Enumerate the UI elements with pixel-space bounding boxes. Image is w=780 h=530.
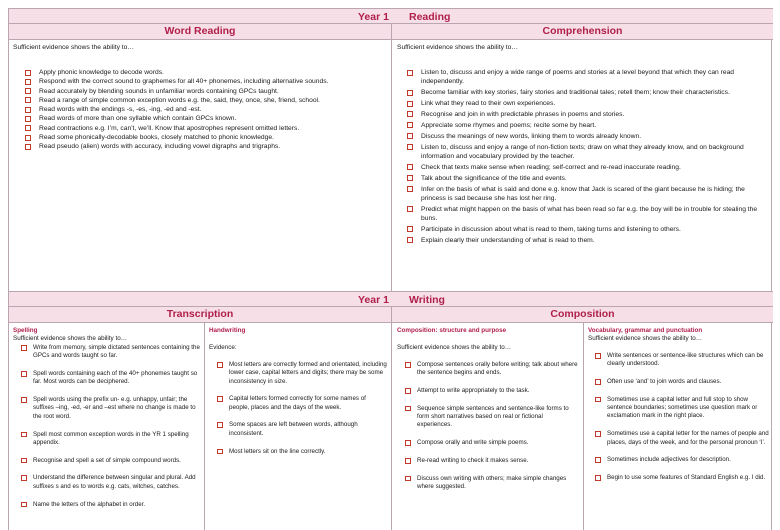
vocabulary-item-text: Write sentences or sentence-like structures which can be clearly understood. [607,352,764,368]
checkbox-icon [407,226,413,232]
spelling-item [19,457,201,465]
checkbox-icon [21,371,27,377]
checkbox-icon [21,345,27,351]
checkbox-icon [407,70,413,76]
word-reading-item [23,77,385,86]
spelling-item-text: Name the letters of the alphabet in order. [33,500,146,508]
word-reading-intro: Sufficient evidence shows the ability to… [13,44,135,51]
word-reading-item-text: Read accurately by blending sounds in unfamiliar words containing GPCs taught. [39,87,279,95]
word-reading-item [23,87,385,96]
comprehension-item [405,121,767,130]
composition-heading: Composition [392,307,773,323]
word-reading-item [23,68,385,77]
checkbox-icon [405,476,411,482]
spelling-item-text: Spell most common exception words in the YR 1 spelling appendix. [33,430,189,446]
handwriting-item [215,361,387,386]
comprehension-item [405,236,767,245]
checkbox-icon [595,397,601,403]
spelling-item-text: Spell words using the prefix un- e.g. unhappy, unfair; the suffixes –ing, -ed, -er and –est where no change is made to the root word. [33,396,196,420]
word-reading-item [23,114,385,123]
checkbox-icon [25,88,31,94]
comprehension-item-text: Link what they read to their own experiences. [421,100,556,108]
handwriting-item-text: Most letters are correctly formed and orientated, including lower case, capital letters and digits; there may be some inconsistency in size. [229,361,387,385]
comprehension-item [405,99,767,108]
spelling-item [19,396,201,421]
checkbox-icon [405,362,411,368]
assessment-grid [8,8,772,530]
vocabulary-item [593,456,771,464]
structure-item [403,361,579,378]
word-reading-item-text: Read some phonically-decodable books, closely matched to phonic knowledge. [39,134,274,142]
checkbox-icon [21,397,27,403]
handwriting-item [215,448,387,456]
vocabulary-item-text: Sometimes include adjectives for description. [607,456,731,464]
handwriting-item-text: Some spaces are left between words, although inconsistent. [229,421,358,437]
checkbox-icon [25,97,31,103]
vocabulary-item [593,396,771,421]
word-reading-item-text: Read words of more than one syllable which contain GPCs known. [39,115,237,123]
vocabulary-intro: Sufficient evidence shows the ability to… [588,335,702,342]
comprehension-item [405,205,767,224]
writing-band [9,291,773,307]
word-reading-item [23,96,385,105]
comprehension-item-text: Discuss the meanings of new words, linking them to words already known. [421,132,642,140]
word-reading-item-text: Read a range of simple common exception words e.g. the, said, they, once, she, friend, school. [39,96,320,104]
handwriting-title: Handwriting [209,327,246,334]
spelling-item [19,344,201,361]
checkbox-icon [21,432,27,438]
vocabulary-title: Vocabulary, grammar and punctuation [588,327,703,334]
checkbox-icon [21,475,27,481]
comprehension-item-text: Appreciate some rhymes and poems; recite some by heart. [421,121,597,129]
handwriting-intro: Evidence: [209,344,237,351]
comprehension-item [405,88,767,97]
checkbox-icon [407,90,413,96]
handwriting-item-text: Most letters sit on the line correctly. [229,447,326,455]
structure-item-text: Re-read writing to check it makes sense. [417,457,529,465]
structure-item-text: Compose sentences orally before writing; talk about where the sentence begins and ends. [417,361,578,377]
comprehension-item-text: Listen to, discuss and enjoy a range of non-fiction texts; draw on what they already know, and on background information and vocabulary provided by the teacher. [421,143,744,160]
writing-subject-label: Writing [409,294,445,306]
vocabulary-item [593,430,771,447]
structure-item [403,475,579,492]
word-reading-item-text: Read contractions e.g. I’m, can’t, we’ll. Know that apostrophes represent omitted letters. [39,124,300,132]
word-reading-item [23,105,385,114]
spelling-item [19,501,201,509]
checkbox-icon [25,107,31,113]
checkbox-icon [25,70,31,76]
spelling-item-text: Recognise and spell a set of simple compound words. [33,456,181,464]
word-reading-item-text: Read words with the endings -s, -es, -ing, -ed and -est. [39,106,202,114]
spelling-item-text: Write from memory, simple dictated sentences containing the GPCs and words taught so far. [33,344,200,360]
vocabulary-item-text: Begin to use some features of Standard English e.g. I did. [607,474,766,482]
word-reading-item [23,124,385,133]
reading-column-divider [391,24,392,291]
writing-year-label: Year 1 [358,294,389,306]
structure-item [403,387,579,395]
comprehension-item [405,132,767,141]
structure-item [403,405,579,430]
comprehension-item-text: Talk about the significance of the title and events. [421,174,567,182]
vocabulary-item-text: Sometimes use a capital letter and full stop to show sentence boundaries; sometimes use question mark or exclamation mark in the right place. [607,395,758,420]
checkbox-icon [25,135,31,141]
comprehension-item [405,68,767,87]
checkbox-icon [217,422,223,428]
checkbox-icon [217,362,223,368]
handwriting-list [215,361,387,465]
word-reading-item-text: Apply phonic knowledge to decode words. [39,69,164,76]
composition-divider [583,323,584,530]
checkbox-icon [595,457,601,463]
structure-item-text: Sequence simple sentences and sentence-like forms to form short narratives based on real or fictional experiences. [417,404,569,429]
vocabulary-item [593,474,771,482]
handwriting-item-text: Capital letters formed correctly for some names of people, places and the days of the week. [229,395,366,411]
vocabulary-item-text: Sometimes use a capital letter for the names of people and places, days of the week, and for the personal pronoun ‘I’. [607,430,769,446]
comprehension-heading: Comprehension [392,24,773,40]
structure-item [403,457,579,465]
checkbox-icon [217,396,223,402]
vocabulary-list [593,352,771,492]
vocabulary-item [593,352,771,369]
structure-item [403,439,579,447]
comprehension-item-text: Predict what might happen on the basis of what has been read so far e.g. the boy will be in trouble for stealing the buns. [421,205,758,223]
comprehension-item-text: Participate in discussion about what is read to them, taking turns and listening to others. [421,225,681,233]
checkbox-icon [21,502,27,508]
writing-column-divider [391,307,392,530]
comprehension-item-text: Become familiar with key stories, fairy stories and traditional tales; retell them; know their characteristics. [421,89,730,97]
checkbox-icon [595,353,601,359]
vocabulary-item-text: Often use ‘and’ to join words and clauses. [607,378,722,386]
checkbox-icon [407,133,413,139]
handwriting-item [215,395,387,412]
comprehension-item-text: Listen to, discuss and enjoy a wide range of poems and stories at a level beyond that which they can read independently. [421,69,735,86]
reading-year-label: Year 1 [358,11,389,23]
checkbox-icon [217,449,223,455]
comprehension-item-text: Recognise and join in with predictable phrases in poems and stories. [421,110,625,118]
checkbox-icon [25,116,31,122]
word-reading-list [23,68,385,152]
structure-item-text: Attempt to write appropriately to the task. [417,387,530,395]
spelling-item [19,431,201,448]
transcription-divider [204,323,205,530]
checkbox-icon [25,125,31,131]
word-reading-item-text: Read pseudo (alien) words with accuracy, including vowel digraphs and trigraphs. [39,143,281,151]
spelling-item-text: Spell words containing each of the 40+ phonemes taught so far. Most words can be deciphered. [33,370,198,386]
spelling-item [19,474,201,491]
comprehension-item [405,174,767,183]
word-reading-heading: Word Reading [9,24,391,40]
structure-item-text: Compose orally and write simple poems. [417,439,529,447]
checkbox-icon [407,175,413,181]
comprehension-item-text: Explain clearly their understanding of what is read to them. [421,236,595,244]
word-reading-item [23,142,385,151]
word-reading-item-text: Respond with the correct sound to graphemes for all 40+ phonemes, including alternative sounds. [39,78,329,86]
comprehension-intro: Sufficient evidence shows the ability to… [397,44,519,51]
spelling-list [19,344,201,518]
checkbox-icon [595,431,601,437]
structure-intro: Sufficient evidence shows the ability to… [397,344,511,351]
checkbox-icon [407,101,413,107]
comprehension-item [405,143,767,162]
vocabulary-item [593,378,771,386]
spelling-title: Spelling [13,327,38,334]
reading-band [9,8,773,24]
checkbox-icon [407,206,413,212]
handwriting-item [215,421,387,438]
reading-subject-label: Reading [409,11,451,23]
checkbox-icon [407,144,413,150]
checkbox-icon [25,79,31,85]
comprehension-item [405,110,767,119]
checkbox-icon [407,237,413,243]
comprehension-item [405,185,767,204]
spelling-item [19,370,201,387]
structure-title: Composition: structure and purpose [397,327,507,334]
word-reading-item [23,133,385,142]
spelling-item-text: Understand the difference between singular and plural. Add suffixes s and es to words e.g. cats, witches, catches. [33,474,196,490]
checkbox-icon [25,144,31,150]
structure-item-text: Discuss own writing with others; make simple changes where suggested. [417,474,567,491]
checkbox-icon [405,440,411,446]
comprehension-item-text: Infer on the basis of what is said and done e.g. know that Jack is scared of the giant because he is hiding; the princess is sad because she has lost her ring. [421,185,745,202]
structure-list [403,361,579,501]
checkbox-icon [405,458,411,464]
comprehension-item-text: Check that texts make sense when reading; self-correct and re-read inaccurate reading. [421,163,681,171]
checkbox-icon [595,475,601,481]
comprehension-item [405,225,767,234]
checkbox-icon [595,379,601,385]
checkbox-icon [407,122,413,128]
spelling-intro: Sufficient evidence shows the ability to… [13,335,127,342]
comprehension-item [405,163,767,172]
transcription-heading: Transcription [9,307,391,323]
checkbox-icon [407,111,413,117]
checkbox-icon [405,406,411,412]
comprehension-list [405,68,767,247]
checkbox-icon [407,186,413,192]
checkbox-icon [405,388,411,394]
checkbox-icon [407,164,413,170]
checkbox-icon [21,458,27,464]
